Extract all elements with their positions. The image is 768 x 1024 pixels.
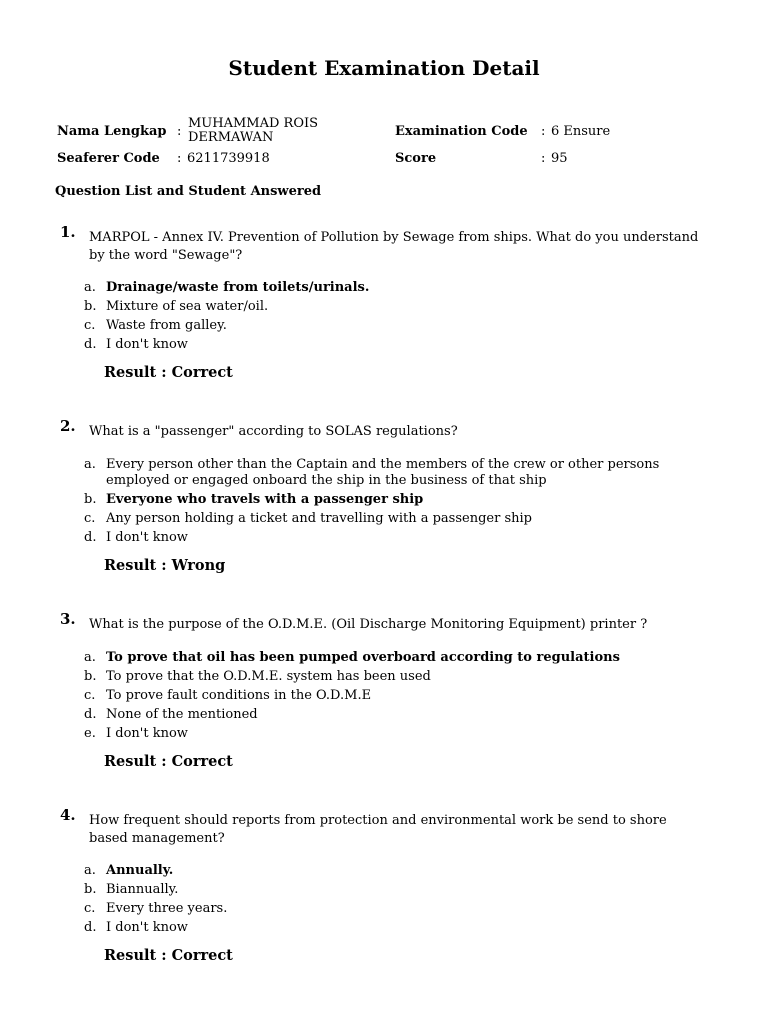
- name-value-line1: MUHAMMAD ROIS: [188, 116, 319, 131]
- option-letter: a.: [84, 650, 96, 665]
- option-text: I don't know: [106, 726, 188, 741]
- option-text: Mixture of sea water/oil.: [106, 299, 269, 314]
- question-text: How frequent should reports from protection and environmental work be send to shore based management?: [89, 813, 667, 846]
- option-text: Waste from galley.: [106, 318, 227, 333]
- option-text: Annually.: [106, 863, 174, 878]
- question-list-heading: Question List and Student Answered: [55, 184, 322, 199]
- result-label: Result : Wrong: [104, 557, 226, 574]
- answer-option: [84, 669, 684, 685]
- question-number: 3.: [60, 610, 76, 628]
- answer-option: [84, 280, 684, 296]
- exam-code-colon: :: [541, 124, 546, 139]
- answer-option: [84, 457, 684, 489]
- option-letter: a.: [84, 457, 96, 472]
- option-text: Every person other than the Captain and the members of the crew or other persons employed or engaged onboard the ship in the business of that ship: [106, 457, 660, 488]
- option-text: I don't know: [106, 920, 188, 935]
- answer-option: [84, 299, 684, 315]
- option-text: To prove fault conditions in the O.D.M.E: [106, 688, 372, 703]
- answer-option: [84, 707, 684, 723]
- option-text: Every three years.: [106, 901, 228, 916]
- seafarer-colon: :: [177, 151, 182, 166]
- answer-option: [84, 882, 684, 898]
- answer-option: [84, 726, 684, 742]
- option-letter: e.: [84, 726, 96, 741]
- name-label: Nama Lengkap: [57, 124, 167, 139]
- question-number: 4.: [60, 806, 76, 824]
- result-label: Result : Correct: [104, 753, 233, 770]
- option-letter: b.: [84, 299, 97, 314]
- answer-option: [84, 650, 684, 666]
- option-text: Everyone who travels with a passenger ship: [106, 492, 424, 507]
- option-text: Biannually.: [106, 882, 179, 897]
- answer-option: [84, 511, 684, 527]
- answer-option: [84, 688, 684, 704]
- answer-option: [84, 901, 684, 917]
- answer-option: [84, 920, 684, 936]
- answer-options: [84, 650, 684, 745]
- result-label: Result : Correct: [104, 947, 233, 964]
- score-colon: :: [541, 151, 546, 166]
- option-text: Drainage/waste from toilets/urinals.: [106, 280, 370, 295]
- option-letter: b.: [84, 492, 97, 507]
- answer-option: [84, 337, 684, 353]
- option-letter: d.: [84, 920, 97, 935]
- answer-option: [84, 318, 684, 334]
- option-letter: c.: [84, 511, 96, 526]
- seafarer-code-label: Seaferer Code: [57, 151, 160, 166]
- option-letter: b.: [84, 669, 97, 684]
- option-letter: c.: [84, 688, 96, 703]
- name-colon: :: [177, 124, 182, 139]
- question-number: 1.: [60, 223, 76, 241]
- option-letter: d.: [84, 530, 97, 545]
- option-text: I don't know: [106, 337, 188, 352]
- result-label: Result : Correct: [104, 364, 233, 381]
- option-text: Any person holding a ticket and travelling with a passenger ship: [106, 511, 532, 526]
- answer-options: [84, 457, 684, 549]
- name-value-line2: DERMAWAN: [188, 130, 274, 145]
- option-letter: c.: [84, 318, 96, 333]
- option-text: None of the mentioned: [106, 707, 258, 722]
- exam-code-value: 6 Ensure: [551, 124, 611, 139]
- answer-option: [84, 863, 684, 879]
- option-letter: a.: [84, 863, 96, 878]
- answer-options: [84, 863, 684, 939]
- page-title: Student Examination Detail: [228, 56, 540, 80]
- question-text: MARPOL - Annex IV. Prevention of Pollution by Sewage from ships. What do you understand by the word "Sewage"?: [89, 230, 699, 263]
- score-label: Score: [395, 151, 437, 166]
- option-text: To prove that oil has been pumped overboard according to regulations: [106, 650, 620, 665]
- question-text: What is the purpose of the O.D.M.E. (Oil Discharge Monitoring Equipment) printer ?: [89, 617, 648, 632]
- option-text: I don't know: [106, 530, 188, 545]
- score-value: 95: [551, 151, 568, 166]
- answer-option: [84, 492, 684, 508]
- option-letter: b.: [84, 882, 97, 897]
- option-text: To prove that the O.D.M.E. system has been used: [106, 669, 431, 684]
- option-letter: d.: [84, 707, 97, 722]
- question-text: What is a "passenger" according to SOLAS regulations?: [89, 424, 458, 439]
- question-number: 2.: [60, 417, 76, 435]
- seafarer-code-value: 6211739918: [187, 151, 270, 166]
- exam-code-label: Examination Code: [395, 124, 528, 139]
- option-letter: d.: [84, 337, 97, 352]
- answer-option: [84, 530, 684, 546]
- option-letter: a.: [84, 280, 96, 295]
- option-letter: c.: [84, 901, 96, 916]
- answer-options: [84, 280, 684, 356]
